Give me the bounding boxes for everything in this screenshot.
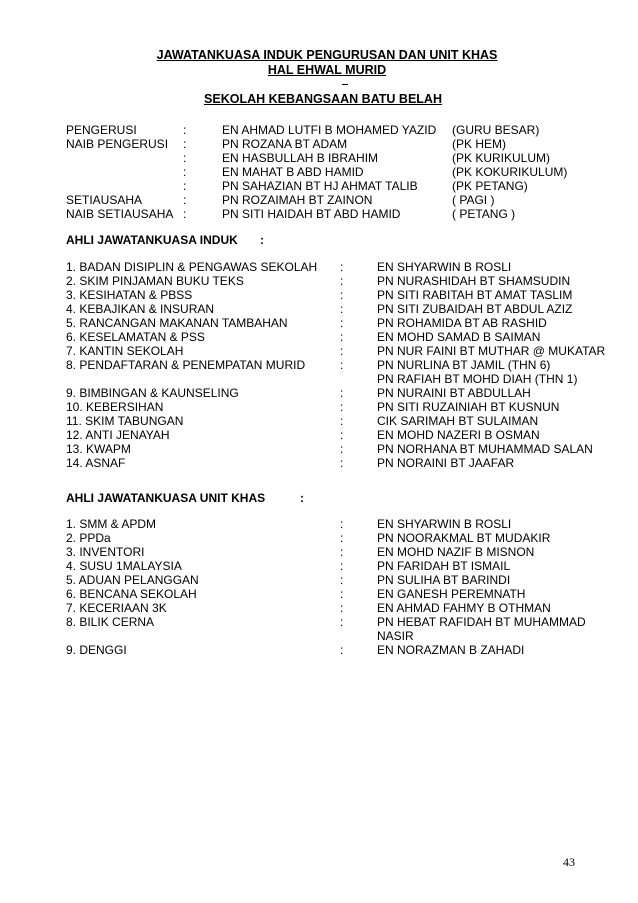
committee-colon: : [340,288,344,302]
committee-colon: : [340,456,344,470]
committee-item: 7. KANTIN SEKOLAH [66,344,184,358]
committee-member: PN NORHANA BT MUHAMMAD SALAN [377,442,593,456]
unit-item: 7. KECERIAAN 3K [66,601,167,615]
khas-heading-text: AHLI JAWATANKUASA UNIT KHAS [66,491,266,505]
committee-colon: : [340,302,344,316]
khas-heading-colon: : [300,491,304,505]
committee-member: PN NURAINI BT ABDULLAH [377,386,531,400]
title-line-1: JAWATANKUASA INDUK PENGURUSAN DAN UNIT KHAS [156,48,498,62]
unit-item: 3. INVENTORI [66,545,145,559]
officer-role: NAIB SETIAUSAHA [66,207,174,221]
school-name: SEKOLAH KEBANGSAAN BATU BELAH [204,92,442,106]
officer-colon: : [183,165,187,179]
induk-heading [66,233,264,247]
committee-member: PN NURLINA BT JAMIL (THN 6) [377,358,551,372]
unit-item: 2. PPDa [66,531,111,545]
officer-note: (PK KOKURIKULUM) [452,165,568,179]
khas-heading [66,491,304,505]
induk-heading-text: AHLI JAWATANKUASA INDUK [66,233,238,247]
committee-item: 12. ANTI JENAYAH [66,428,170,442]
officer-role: SETIAUSAHA [66,193,143,207]
committee-item: 2. SKIM PINJAMAN BUKU TEKS [66,274,244,288]
committee-member: PN ROHAMIDA BT AB RASHID [377,316,547,330]
committee-member: PN SITI ZUBAIDAH BT ABDUL AZIZ [377,302,573,316]
officer-role: PENGERUSI [66,123,137,137]
committee-colon: : [340,358,344,372]
officer-note: ( PAGI ) [452,193,495,207]
unit-item: 4. SUSU 1MALAYSIA [66,559,182,573]
unit-colon: : [340,531,344,545]
unit-member: PN HEBAT RAFIDAH BT MUHAMMAD [377,615,586,629]
officer-note: (PK PETANG) [452,179,528,193]
unit-member: PN NOORAKMAL BT MUDAKIR [377,531,551,545]
unit-member: PN FARIDAH BT ISMAIL [377,559,511,573]
unit-colon: : [340,615,344,629]
unit-colon: : [340,517,344,531]
committee-colon: : [340,414,344,428]
committee-member: CIK SARIMAH BT SULAIMAN [377,414,539,428]
committee-item: 1. BADAN DISIPLIN & PENGAWAS SEKOLAH [66,260,318,274]
committee-member: PN RAFIAH BT MOHD DIAH (THN 1) [377,372,578,386]
committee-member: EN MOHD SAMAD B SAIMAN [377,330,541,344]
unit-colon: : [340,601,344,615]
officer-role: NAIB PENGERUSI [66,137,169,151]
officer-name: EN HASBULLAH B IBRAHIM [222,151,379,165]
officer-note: (PK HEM) [452,137,506,151]
committee-colon: : [340,260,344,274]
unit-member: EN GANESH PEREMNATH [377,587,526,601]
committee-colon: : [340,316,344,330]
officer-name: PN SITI HAIDAH BT ABD HAMID [222,207,401,221]
officer-name: EN AHMAD LUTFI B MOHAMED YAZID [222,123,437,137]
officer-name: PN SAHAZIAN BT HJ AHMAT TALIB [222,179,418,193]
unit-colon: : [340,587,344,601]
committee-member: EN SHYARWIN B ROSLI [377,260,512,274]
officer-name: PN ROZAIMAH BT ZAINON [222,193,373,207]
officer-colon: : [183,137,187,151]
committee-item: 5. RANCANGAN MAKANAN TAMBAHAN [66,316,288,330]
unit-colon: : [340,559,344,573]
officer-name: EN MAHAT B ABD HAMID [222,165,364,179]
committee-member: PN SITI RABITAH BT AMAT TASLIM [377,288,573,302]
unit-item: 5. ADUAN PELANGGAN [66,573,199,587]
page-number: 43 [563,855,575,869]
unit-member: NASIR [377,629,414,643]
committee-item: 10. KEBERSIHAN [66,400,164,414]
committee-item: 4. KEBAJIKAN & INSURAN [66,302,215,316]
committee-colon: : [340,330,344,344]
committee-item: 13. KWAPM [66,442,131,456]
committee-item: 6. KESELAMATAN & PSS [66,330,205,344]
committee-colon: : [340,344,344,358]
induk-heading-colon: : [260,233,264,247]
unit-item: 9. DENGGI [66,643,127,657]
unit-member: EN MOHD NAZIF B MISNON [377,545,535,559]
officer-colon: : [183,193,187,207]
officer-note: (PK KURIKULUM) [452,151,551,165]
officer-colon: : [183,207,187,221]
committee-colon: : [340,428,344,442]
unit-member: PN SULIHA BT BARINDI [377,573,511,587]
officer-note: ( PETANG ) [452,207,516,221]
committee-item: 9. BIMBINGAN & KAUNSELING [66,386,239,400]
committee-member: PN NURASHIDAH BT SHAMSUDIN [377,274,571,288]
committee-colon: : [340,442,344,456]
committee-item: 8. PENDAFTARAN & PENEMPATAN MURID [66,358,306,372]
officer-colon: : [183,179,187,193]
unit-colon: : [340,573,344,587]
committee-item: 11. SKIM TABUNGAN [66,414,184,428]
committee-member: EN MOHD NAZERI B OSMAN [377,428,540,442]
committee-colon: : [340,386,344,400]
unit-item: 8. BILIK CERNA [66,615,155,629]
officer-colon: : [183,151,187,165]
unit-item: 6. BENCANA SEKOLAH [66,587,197,601]
committee-colon: : [340,400,344,414]
committee-item: 14. ASNAF [66,456,126,470]
officer-name: PN ROZANA BT ADAM [222,137,348,151]
unit-member: EN SHYARWIN B ROSLI [377,517,512,531]
unit-colon: : [340,643,344,657]
committee-member: PN SITI RUZAINIAH BT KUSNUN [377,400,560,414]
unit-member: EN NORAZMAN B ZAHADI [377,643,525,657]
title-line-2: HAL EHWAL MURID [267,63,387,77]
officer-note: (GURU BESAR) [452,123,540,137]
title-mark [342,84,348,85]
committee-member: PN NUR FAINI BT MUTHAR @ MUKATAR [377,344,606,358]
unit-item: 1. SMM & APDM [66,517,157,531]
officer-colon: : [183,123,187,137]
unit-colon: : [340,545,344,559]
unit-member: EN AHMAD FAHMY B OTHMAN [377,601,551,615]
committee-colon: : [340,274,344,288]
committee-member: PN NORAINI BT JAAFAR [377,456,515,470]
committee-item: 3. KESIHATAN & PBSS [66,288,193,302]
